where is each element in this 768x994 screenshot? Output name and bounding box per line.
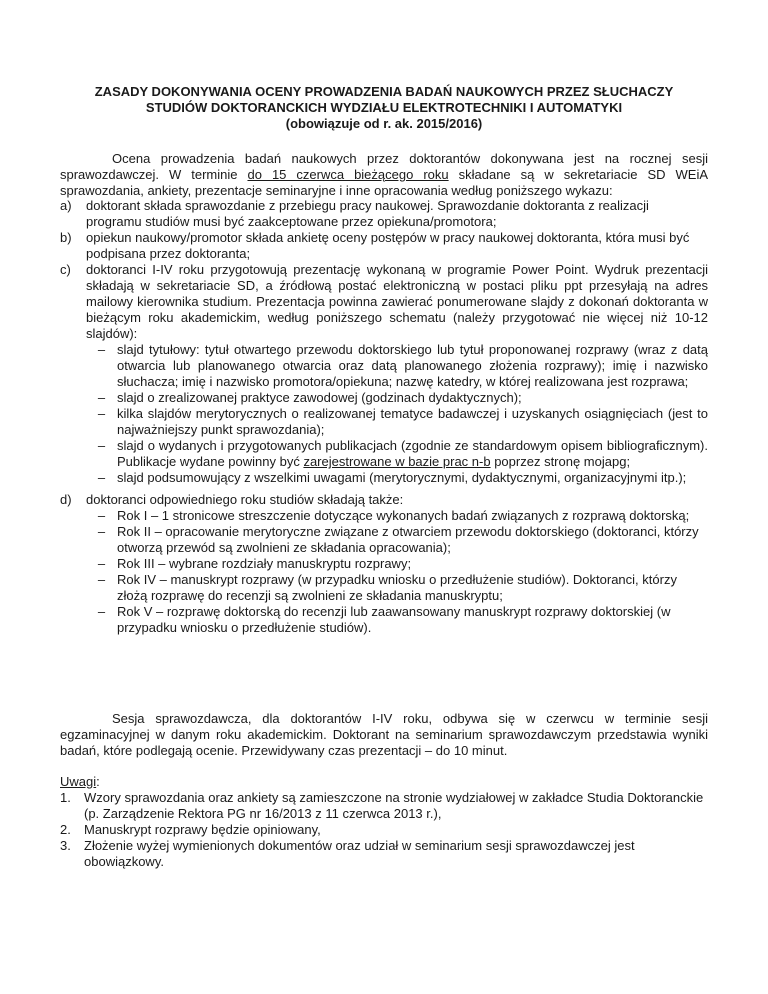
list-item-b	[60, 230, 708, 262]
sublist-item	[86, 556, 708, 572]
sublist-item	[86, 604, 708, 636]
sublist-item-text: Rok III – wybrane rozdziały manuskryptu rozprawy;	[117, 556, 412, 571]
list-marker: a)	[60, 198, 72, 213]
note-text: Złożenie wyżej wymienionych dokumentów oraz udział w seminarium sesji sprawozdawczej jest obowiązkowy.	[84, 838, 635, 869]
sublist-item	[86, 470, 708, 486]
list-marker: d)	[60, 492, 72, 507]
publications-text-2: poprzez stronę mojapg;	[490, 454, 631, 469]
dash-bullet: –	[97, 572, 106, 587]
list-item-text: doktoranci I-IV roku przygotowują prezentację wykonaną w programie Power Point. Wydruk prezentacji składają w sekretariacie SD, a źródłową postać elektroniczną w postaci pliku ppt przesyłają na adres mailowy kierownika studium. Prezentacja powinna zawierać ponumerowane slajdy z dokonań doktoranta w bieżącym roku akademickim, według poniższego schematu (należy przygotować nie więcej niż 10-12 slajdów):	[86, 262, 708, 341]
publications-text-1: slajd o wydanych i przygotowanych publikacjach (zgodnie ze standardowym opisem bibliograficznym). Publikacje wydane powinny być	[117, 438, 708, 469]
list-marker: b)	[60, 230, 72, 245]
note-number: 3.	[60, 838, 71, 853]
notes-heading-colon: :	[96, 774, 100, 789]
list-item-c	[60, 262, 708, 486]
title-line-2: STUDIÓW DOKTORANCKICH WYDZIAŁU ELEKTROTECHNIKI I AUTOMATYKI	[145, 100, 623, 115]
sublist-item	[86, 524, 708, 556]
intro-deadline: do 15 czerwca bieżącego roku	[247, 167, 449, 182]
publications-registration-note: zarejestrowane w bazie prac n-b	[303, 454, 491, 469]
sublist-item-text: kilka slajdów merytorycznych o realizowanej tematyce badawczej i uzyskanych osiągnięciach (jest to najważniejszy punkt sprawozdania);	[117, 406, 708, 437]
sublist-item-text: Rok IV – manuskrypt rozprawy (w przypadku wniosku o przedłużenie studiów). Doktoranci, którzy złożą rozprawę do recenzji są zwolnieni ze składania manuskryptu;	[117, 572, 677, 603]
list-item-text: opiekun naukowy/promotor składa ankietę oceny postępów w pracy naukowej doktoranta, która musi być podpisana przez doktoranta;	[86, 230, 690, 261]
sublist-item-text	[117, 438, 708, 470]
list-item-text: doktoranci odpowiedniego roku studiów składają także:	[86, 492, 404, 507]
dash-bullet: –	[97, 438, 106, 453]
note-item	[60, 822, 708, 838]
dash-bullet: –	[97, 604, 106, 619]
sublist-item-text: Rok I – 1 stronicowe streszczenie dotyczące wykonanych badań związanych z rozprawą doktorską;	[117, 508, 690, 523]
dash-bullet: –	[97, 390, 106, 405]
note-number: 1.	[60, 790, 71, 805]
sublist-item-text: slajd o zrealizowanej praktyce zawodowej (godzinach dydaktycznych);	[117, 390, 522, 405]
sublist-item	[86, 572, 708, 604]
document-title	[60, 84, 708, 132]
dash-bullet: –	[97, 508, 106, 523]
sublist-item	[86, 342, 708, 390]
sublist-item	[86, 406, 708, 438]
sublist-item	[86, 438, 708, 470]
notes-heading-row	[60, 774, 708, 790]
sublist-item	[86, 508, 708, 524]
closing-paragraph: Sesja sprawozdawcza, dla doktorantów I-IV roku, odbywa się w czerwcu w terminie sesji egzaminacyjnej w danym roku akademickim. Doktorant na seminarium sprawozdawczym przedstawia wyniki badań, które podlegają ocenie. Przewidywany czas prezentacji – do 10 minut.	[60, 711, 708, 758]
title-line-3: (obowiązuje od r. ak. 2015/2016)	[285, 116, 483, 131]
sublist-item-text: slajd tytułowy: tytuł otwartego przewodu doktorskiego lub tytuł proponowanej rozprawy (wraz z datą otwarcia lub planowanego otwarcia oraz datą planowanego złożenia rozprawy); imię i nazwisko słuchacza; imię i nazwisko promotora/opiekuna; nazwę katedry, w której realizowana jest rozprawa;	[117, 342, 708, 389]
list-item-text: doktorant składa sprawozdanie z przebiegu pracy naukowej. Sprawozdanie doktoranta z realizacji programu studiów musi być zaakceptowane przez opiekuna/promotora;	[86, 198, 649, 229]
list-item-a	[60, 198, 708, 230]
sublist-item-text: Rok II – opracowanie merytoryczne związane z otwarciem przewodu doktorskiego (doktoranci, którzy otworzą przewód są zwolnieni ze składania opracowania);	[117, 524, 699, 555]
note-item	[60, 838, 708, 870]
dash-bullet: –	[97, 406, 106, 421]
sublist-item-text: slajd podsumowujący z wszelkimi uwagami (merytorycznymi, dydaktycznymi, organizacyjnymi itp.);	[117, 470, 687, 485]
dash-bullet: –	[97, 342, 106, 357]
notes-section	[60, 774, 708, 870]
intro-text-2: składane są w sekretariacie SD WEiA sprawozdania, ankiety, prezentacje seminaryjne i inne opracowania według poniższego wykazu:	[60, 167, 709, 198]
list-marker: c)	[60, 262, 71, 277]
year-requirements-sublist	[86, 508, 708, 636]
dash-bullet: –	[97, 556, 106, 571]
dash-bullet: –	[97, 524, 106, 539]
notes-heading: Uwagi	[60, 774, 97, 789]
intro-paragraph	[60, 151, 708, 199]
intro-text-1: Ocena prowadzenia badań naukowych przez doktorantów dokonywana jest na rocznej sesji sprawozdawczej. W terminie	[60, 151, 708, 182]
note-item	[60, 790, 708, 822]
requirements-list	[60, 198, 708, 636]
list-item-d	[60, 492, 708, 636]
sublist-item-text: Rok V – rozprawę doktorską do recenzji lub zaawansowany manuskrypt rozprawy doktorskiej (w przypadku wniosku o przedłużenie studiów).	[117, 604, 671, 635]
title-line-1: ZASADY DOKONYWANIA OCENY PROWADZENIA BADAŃ NAUKOWYCH PRZEZ SŁUCHACZY	[94, 84, 674, 99]
note-text: Wzory sprawozdania oraz ankiety są zamieszczone na stronie wydziałowej w zakładce Studia Doktoranckie (p. Zarządzenie Rektora PG nr 16/2013 z 11 czerwca 2013 r.),	[84, 790, 704, 821]
note-number: 2.	[60, 822, 71, 837]
sublist-item	[86, 390, 708, 406]
dash-bullet: –	[97, 470, 106, 485]
note-text: Manuskrypt rozprawy będzie opiniowany,	[84, 822, 321, 837]
slides-sublist	[86, 342, 708, 486]
